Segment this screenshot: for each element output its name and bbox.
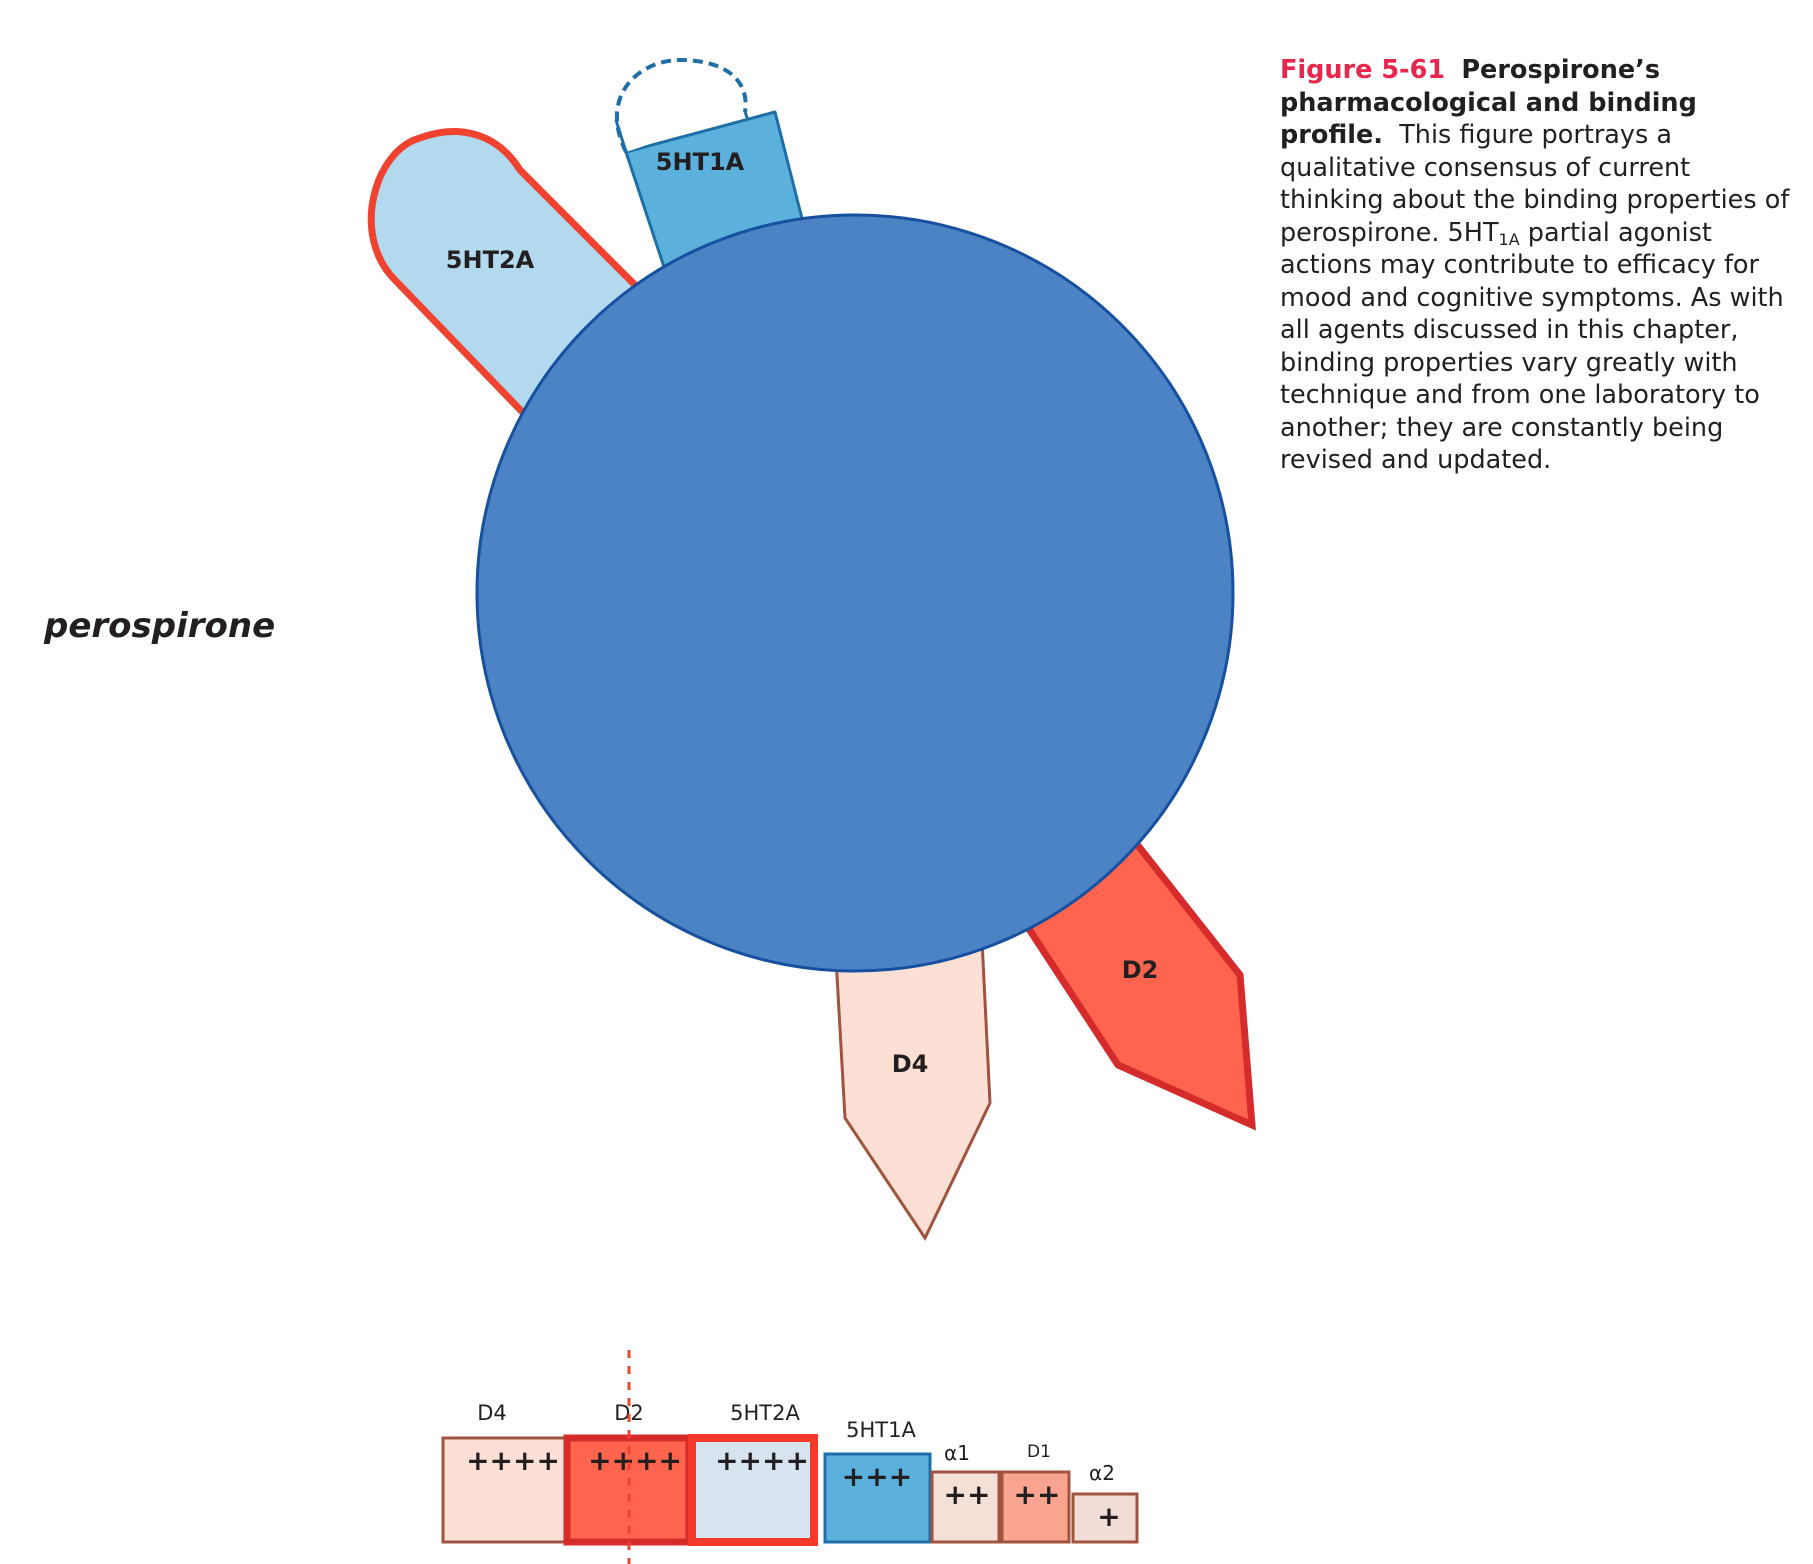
- profile-bar-affinity: ++++: [715, 1444, 809, 1477]
- profile-bar-4: [932, 1441, 999, 1542]
- caption-figure-number: Figure 5-61: [1280, 55, 1446, 85]
- receptor-d4-label: D4: [891, 1050, 929, 1078]
- drug-name: perospirone: [44, 606, 276, 646]
- receptor-d4: [835, 940, 990, 1238]
- profile-bar-label: α2: [1089, 1461, 1115, 1485]
- profile-bar-label: D4: [477, 1401, 507, 1425]
- profile-bar-label: D2: [614, 1401, 644, 1425]
- profile-bar-6: [1073, 1461, 1137, 1542]
- profile-bar-label: α1: [944, 1441, 970, 1465]
- profile-bar-affinity: +: [1097, 1500, 1121, 1533]
- figure-caption: [1280, 54, 1800, 477]
- drug-core-circle: [477, 215, 1233, 971]
- profile-bar-affinity: ++++: [588, 1444, 682, 1477]
- profile-bar-3: [825, 1418, 930, 1542]
- profile-bar-label: 5HT2A: [730, 1401, 800, 1425]
- profile-bar-affinity: ++++: [466, 1444, 560, 1477]
- profile-bar-5: [1002, 1442, 1069, 1542]
- profile-bar-affinity: +++: [841, 1460, 913, 1493]
- receptor-d2-label: D2: [1121, 956, 1159, 984]
- profile-bar-affinity: ++: [1013, 1478, 1061, 1511]
- binding-profile-strip: [443, 1401, 1137, 1542]
- caption-subscript: 1A: [1498, 229, 1520, 249]
- profile-bar-label: D1: [1027, 1442, 1051, 1462]
- caption-text-continued: partial agonist actions may contribute to efficacy for mood and cognitive symptoms. As with all agents discussed in this chapter, binding properties vary greatly with technique and from one laboratory to another; they are constantly being revised and updated.: [1280, 217, 1784, 475]
- receptor-d4-shape: [835, 940, 990, 1238]
- profile-bar-2: [692, 1401, 814, 1542]
- caption-title: Perospirone’s pharmacological and binding profile.: [1280, 55, 1697, 150]
- caption-text: This figure portrays a qualitative consensus of current thinking about the binding properties of perospirone. 5HT: [1280, 120, 1790, 248]
- profile-bar-label: 5HT1A: [846, 1418, 916, 1442]
- receptor-5ht1a-label: 5HT1A: [655, 148, 745, 176]
- profile-bar-1: [567, 1401, 689, 1542]
- profile-bar-affinity: ++: [943, 1478, 991, 1511]
- profile-bar-0: [443, 1401, 567, 1542]
- receptor-5ht2a-label: 5HT2A: [445, 246, 535, 274]
